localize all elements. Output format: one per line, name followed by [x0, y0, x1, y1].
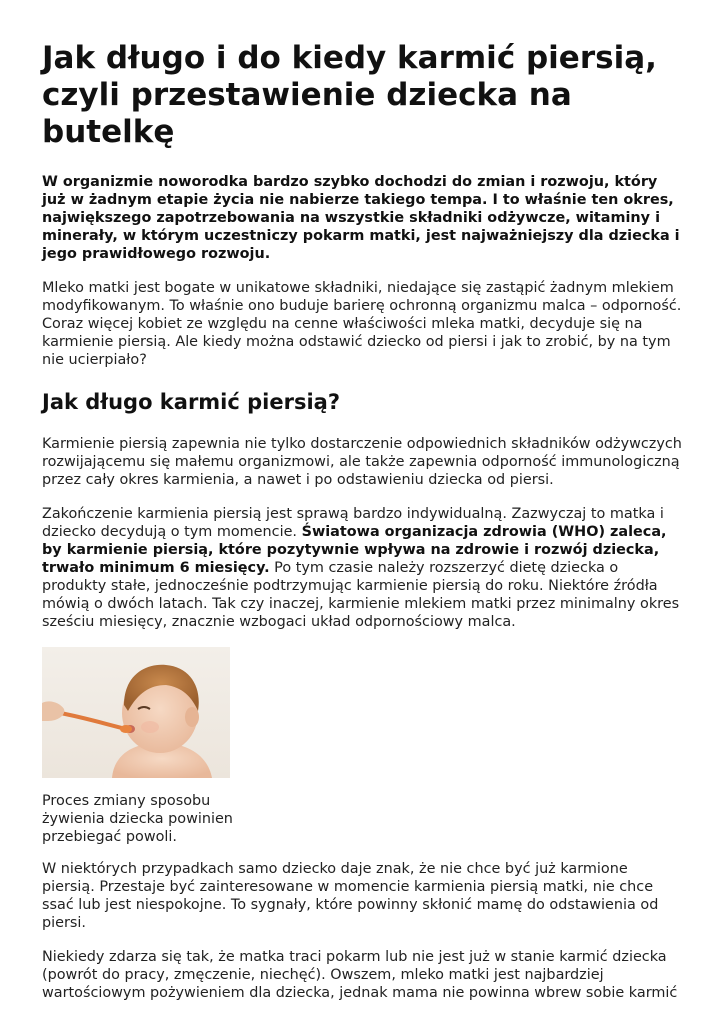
paragraph-2-end: Po tym czasie należy rozszerzyć dietę dziecka o produkty stałe, jednocześnie podtrzymując karmienie piersią do roku. Niektóre źródła mówią o dwóch latach. Tak czy inaczej, karmienie mlekiem matki przez minimalny okres sześciu miesięcy, znacznie wzbogaci układ odpornościowy malca.	[42, 560, 680, 630]
article-lead: W organizmie noworodka bardzo szybko dochodzi do zmian i rozwoju, który już w żadnym etapie życia nie nabierze takiego tempa. I to właśnie ten okres, największego zapotrzebowania na wszystkie składniki odżywcze, witaminy i minerały, w którym uczestniczy pokarm matki, jest najważniejszy dla dziecka i jego prawidłowego rozwoju.	[42, 174, 680, 262]
paragraph-4: Niekiedy zdarza się tak, że matka traci pokarm lub nie jest już w stanie karmić dziecka (powrót do pracy, zmęczenie, niechęć). Owszem, mleko matki jest najbardziej wartościowym pożywieniem dla dziecka, jednak mama nie powinna wbrew sobie karmić	[42, 949, 678, 1001]
paragraph-1: Karmienie piersią zapewnia nie tylko dostarczenie odpowiednich składników odżywczych rozwijającemu się małemu organizmowi, ale także zapewnia odporność immunologiczną przez cały okres karmienia, a nawet i po odstawieniu dziecka od piersi.	[42, 436, 682, 488]
article-figure	[42, 647, 233, 846]
document-page	[42, 40, 684, 1002]
paragraph-2-start: Zakończenie karmienia piersią jest sprawą bardzo indywidualną. Zazwyczaj to matka i dziecko decydują o tym momencie.	[42, 506, 664, 540]
baby-feeding-photo	[42, 647, 230, 778]
intro-paragraph: Mleko matki jest bogate w unikatowe składniki, niedające się zastąpić żadnym mlekiem modyfikowanym. To właśnie ono buduje barierę ochronną organizmu malca – odporność. Coraz więcej kobiet ze względu na cenne właściwości mleka matki, decyduje się na karmienie piersią. Ale kiedy można odstawić dziecko od piersi i jak to zrobić, by na tym nie ucierpiało?	[42, 280, 682, 368]
paragraph-2	[42, 505, 684, 631]
image-caption: Proces zmiany sposobu żywienia dziecka powinien przebiegać powoli.	[42, 793, 233, 845]
baby-spoon-illustration	[42, 647, 230, 778]
who-recommendation: Światowa organizacja zdrowia (WHO) zaleca, by karmienie piersią, które pozytywnie wpływa na zdrowie i rozwój dziecka, trwało minimum 6 miesięcy.	[42, 524, 667, 576]
paragraph-3: W niektórych przypadkach samo dziecko daje znak, że nie chce być już karmione piersią. Przestaje być zainteresowane w momencie karmienia piersią matki, nie chce ssać lub jest niespokojne. To sygnały, które powinny skłonić mamę do odstawienia od piersi.	[42, 861, 659, 931]
section-heading: Jak długo karmić piersią?	[42, 390, 341, 414]
article-title: Jak długo i do kiedy karmić piersią, czyli przestawienie dziecka na butelkę	[42, 40, 657, 150]
